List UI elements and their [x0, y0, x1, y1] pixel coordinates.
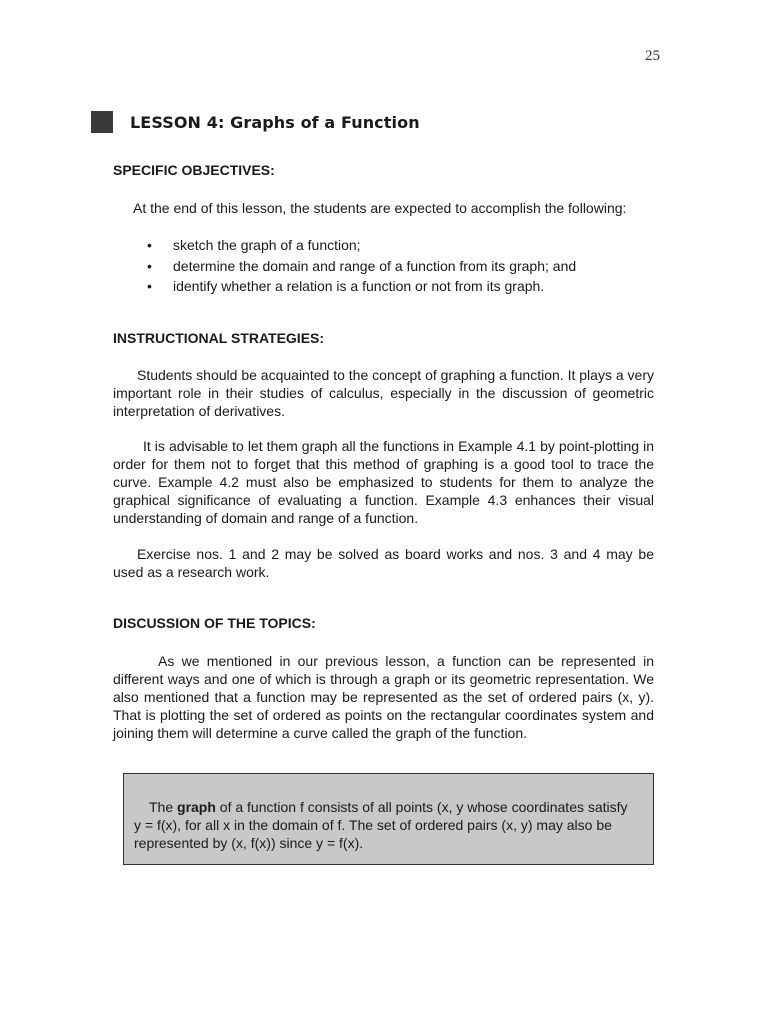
discussion-paragraph: As we mentioned in our previous lesson, a function can be represented in different ways and one of which is through a graph or its geometric representation. We also mentioned that a function may be represented as the set of ordered pairs (x, y). That is plotting the set of ordered as points on the rectangular coordinates system and joining them will determine a curve called the graph of the function. — [113, 653, 654, 741]
definition-prefix: The — [149, 799, 178, 815]
list-item: • identify whether a relation is a function or not from its graph. — [147, 276, 576, 297]
list-item: • sketch the graph of a function; — [147, 235, 576, 256]
definition-text — [134, 798, 634, 852]
list-item: • determine the domain and range of a function from its graph; and — [147, 256, 576, 277]
lesson-header — [91, 111, 420, 133]
strategies-heading: INSTRUCTIONAL STRATEGIES: — [113, 330, 325, 346]
definition-term: graph — [177, 799, 216, 815]
definition-box — [123, 773, 654, 865]
page-number: 25 — [645, 48, 660, 64]
strategies-paragraph-2: It is advisable to let them graph all the functions in Example 4.1 by point-plotting in order for them not to forget that this method of graphing is a good tool to trace the curve. Example 4.2 must also be emphasized to students for them to analyze the graphical significance of evaluating a function. Example 4.3 enhances their visual understanding of domain and range of a function. — [113, 438, 654, 526]
strategies-paragraph-1: Students should be acquainted to the concept of graphing a function. It plays a very important role in their studies of calculus, especially in the discussion of geometric interpretation of derivatives. — [113, 367, 654, 419]
lesson-marker-square — [91, 111, 113, 133]
objectives-heading: SPECIFIC OBJECTIVES: — [113, 162, 275, 178]
objectives-list — [147, 235, 576, 297]
lesson-title: LESSON 4: Graphs of a Function — [130, 112, 420, 132]
discussion-heading: DISCUSSION OF THE TOPICS: — [113, 615, 316, 631]
definition-body: of a function f consists of all points (x, y whose coordinates satisfy y = f(x), for all x in the domain of f. The set of ordered pairs (x, y) may also be represented by (x, f(x)) since y = f(x). — [134, 799, 628, 851]
objectives-intro: At the end of this lesson, the students are expected to accomplish the following: — [133, 200, 627, 216]
strategies-paragraph-3: Exercise nos. 1 and 2 may be solved as board works and nos. 3 and 4 may be used as a research work. — [113, 546, 654, 580]
